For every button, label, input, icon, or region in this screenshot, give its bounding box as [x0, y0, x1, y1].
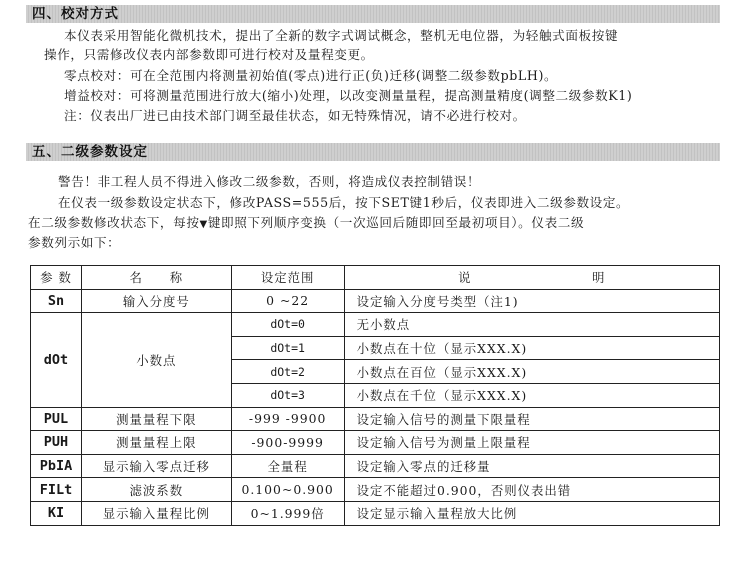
s4-line-5: 注：仪表出厂进已由技术部门调至最佳状态，如无特殊情况，请不必进行校对。 — [64, 108, 526, 123]
param-code: FILt — [31, 478, 82, 502]
param-desc: 小数点在十位（显示XXX.X) — [344, 336, 719, 360]
warning-text: 警告！非工程人员不得进入修改二级参数，否则，将造成仪表控制错误！ — [58, 174, 481, 189]
param-code: dOt — [31, 313, 82, 407]
param-code: PUH — [31, 431, 82, 455]
param-name: 滤波系数 — [81, 478, 231, 502]
param-desc: 无小数点 — [344, 313, 719, 337]
param-desc: 设定显示输入量程放大比例 — [344, 501, 719, 525]
table-row — [31, 407, 720, 431]
table-row — [31, 313, 720, 337]
param-name: 测量量程下限 — [81, 407, 231, 431]
param-code: Sn — [31, 289, 82, 313]
table-row — [31, 289, 720, 313]
table-row — [31, 478, 720, 502]
param-range: 0 ~22 — [231, 289, 344, 313]
header-name: 名 称 — [81, 266, 231, 290]
param-desc: 设定输入分度号类型（注1) — [344, 289, 719, 313]
header-desc: 说 明 — [344, 266, 719, 290]
table-header-row — [31, 266, 720, 290]
section-5-title: 五、二级参数设定 — [32, 144, 148, 160]
header-range: 设定范围 — [231, 266, 344, 290]
s5-para-2-before: 在二级参数修改状态下，每按 — [28, 215, 200, 230]
param-code: PbIA — [31, 454, 82, 478]
s4-line-2: 操作，只需修改仪表内部参数即可进行校对及量程变更。 — [44, 47, 374, 62]
section-4-title: 四、校对方式 — [32, 6, 119, 22]
param-desc: 小数点在千位（显示XXX.X) — [344, 383, 719, 407]
s4-line-4: 增益校对：可将测量范围进行放大(缩小)处理，以改变测量量程，提高测量精度(调整二级参数K1) — [64, 88, 633, 103]
param-name: 显示输入量程比例 — [81, 501, 231, 525]
param-desc: 设定不能超过0.900，否则仪表出错 — [344, 478, 719, 502]
param-range: 0~1.999倍 — [231, 501, 344, 525]
param-range: 0.100~0.900 — [231, 478, 344, 502]
table-row — [31, 501, 720, 525]
section-4-header — [26, 5, 720, 23]
param-name: 输入分度号 — [81, 289, 231, 313]
s4-line-1: 本仪表采用智能化微机技术，提出了全新的数字式调试概念，整机无电位器，为轻触式面板按键 — [64, 28, 619, 43]
param-code: KI — [31, 501, 82, 525]
param-desc: 小数点在百位（显示XXX.X) — [344, 360, 719, 384]
param-desc: 设定输入信号的测量下限量程 — [344, 407, 719, 431]
down-arrow-key-icon: ▼ — [199, 219, 208, 230]
param-name: 小数点 — [81, 313, 231, 407]
s5-para-1: 在仪表一级参数设定状态下，修改PASS=555后，按下SET键1秒后，仪表即进入二级参数设定。 — [58, 195, 630, 210]
s4-line-3: 零点校对：可在全范围内将测量初始值(零点)进行正(负)迁移(调整二级参数pbLH)。 — [64, 68, 558, 83]
param-code: PUL — [31, 407, 82, 431]
s5-para-3: 参数列示如下： — [28, 235, 121, 250]
table-row — [31, 454, 720, 478]
param-range: -999 -9900 — [231, 407, 344, 431]
table-row — [31, 431, 720, 455]
s5-para-2 — [28, 215, 584, 233]
param-range: dOt=1 — [231, 336, 344, 360]
param-desc: 设定输入零点的迁移量 — [344, 454, 719, 478]
parameter-table — [30, 265, 720, 526]
param-range: dOt=0 — [231, 313, 344, 337]
param-name: 测量量程上限 — [81, 431, 231, 455]
s5-para-2-after: 键即照下列顺序变换（一次巡回后随即回至最初项目）。仪表二级 — [207, 215, 585, 230]
param-range: dOt=2 — [231, 360, 344, 384]
header-param: 参 数 — [31, 266, 82, 290]
param-range: -900-9999 — [231, 431, 344, 455]
param-range: dOt=3 — [231, 383, 344, 407]
param-name: 显示输入零点迁移 — [81, 454, 231, 478]
param-range: 全量程 — [231, 454, 344, 478]
section-5-header — [26, 143, 720, 161]
param-desc: 设定输入信号为测量上限量程 — [344, 431, 719, 455]
